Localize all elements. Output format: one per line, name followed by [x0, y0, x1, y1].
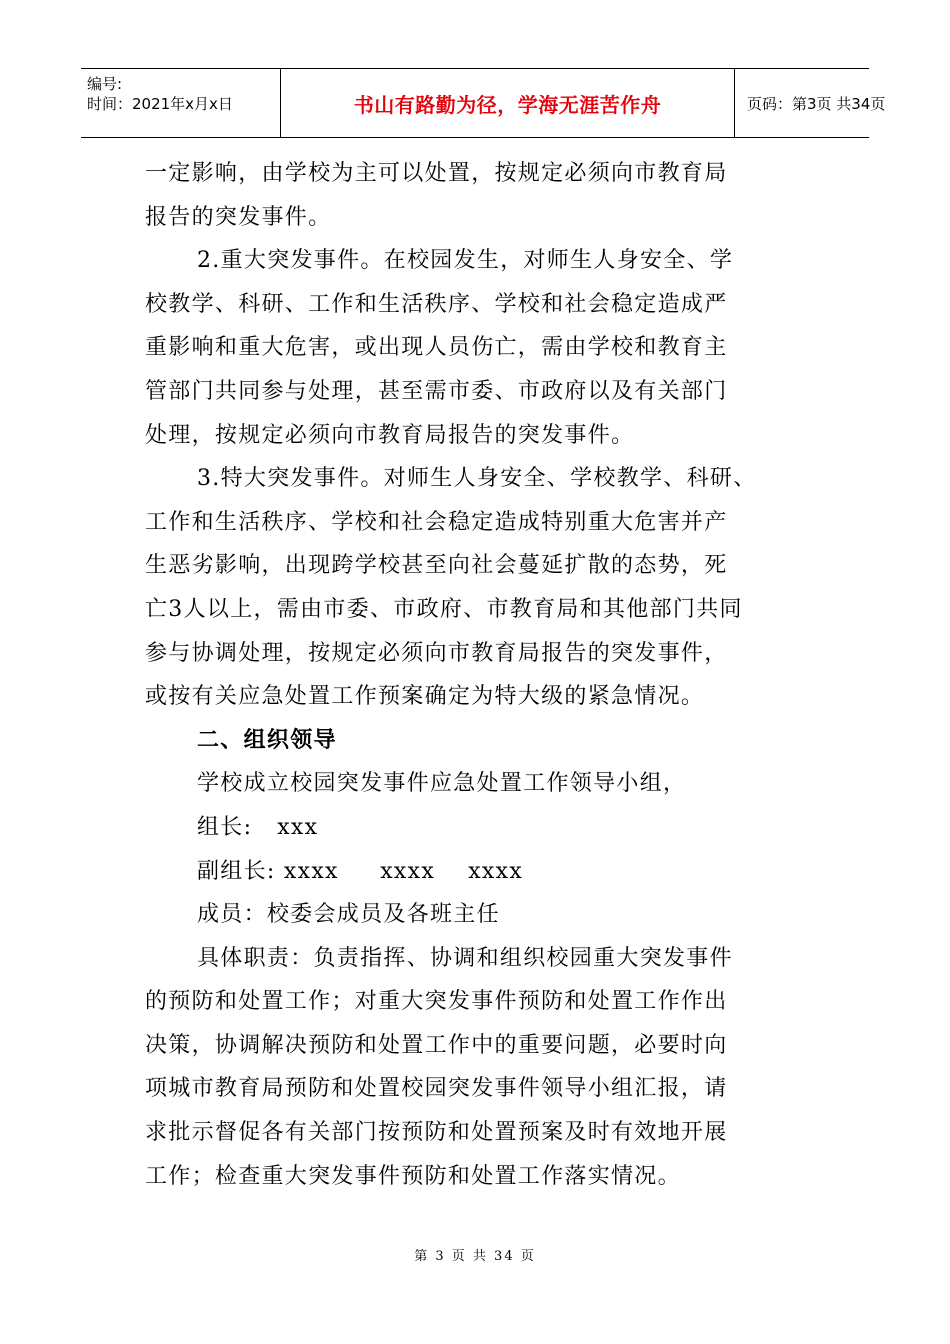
text-line: 学校成立校园突发事件应急处置工作领导小组， [197, 771, 687, 797]
text-line: 的预防和处置工作；对重大突发事件预防和处置工作作出 [145, 989, 728, 1015]
text-line: 具体职责：负责指挥、协调和组织校园重大突发事件 [197, 945, 733, 971]
document-number-label: 编号: [87, 75, 123, 93]
text-line: 求批示督促各有关部门按预防和处置预案及时有效地开展 [145, 1120, 728, 1146]
text-line: 工作和生活秩序、学校和社会稳定造成特别重大危害并产 [145, 509, 728, 535]
text-line: 生恶劣影响，出现跨学校甚至向社会蔓延扩散的态势，死 [145, 553, 728, 579]
text-line: 一定影响，由学校为主可以处置，按规定必须向市教育局 [145, 161, 728, 186]
text-line: 2.重大突发事件。在校园发生，对师生人身安全、学 [197, 248, 734, 274]
text-line: 重影响和重大危害，或出现人员伤亡，需由学校和教育主 [145, 335, 728, 361]
page-footer: 第 3 页 共 34 页 [414, 1249, 536, 1264]
text-line: 副组长: xxxx xxxx xxxx [197, 858, 524, 884]
header-meta [81, 69, 281, 137]
text-line: 参与协调处理，按规定必须向市教育局报告的突发事件， [145, 640, 728, 666]
header-page-info: 页码：第3页 共34页 [747, 94, 886, 113]
header-motto: 书山有路勤为径，学海无涯苦作舟 [281, 69, 735, 137]
text-line: 亡3人以上，需由市委、市政府、市教育局和其他部门共同 [145, 596, 743, 622]
text-line: 报告的突发事件。 [145, 204, 332, 230]
text-line: 成员：校委会成员及各班主任 [197, 902, 500, 928]
text-line: 管部门共同参与处理，甚至需市委、市政府以及有关部门 [145, 378, 728, 404]
text-line: 项城市教育局预防和处置校园突发事件领导小组汇报，请 [145, 1076, 728, 1102]
text-line: 组长: xxx [197, 814, 319, 840]
text-line: 工作；检查重大突发事件预防和处置工作落实情况。 [145, 1163, 681, 1189]
text-line: 3.特大突发事件。对师生人身安全、学校教学、科研、 [197, 466, 757, 492]
document-body [145, 152, 815, 1198]
section-heading: 二、组织领导 [197, 727, 337, 753]
document-time: 时间：2021年x月x日 [87, 95, 233, 113]
text-line: 校教学、科研、工作和生活秩序、学校和社会稳定造成严 [145, 291, 728, 317]
page-header [81, 68, 886, 138]
text-line: 或按有关应急处置工作预案确定为特大级的紧急情况。 [145, 684, 705, 710]
text-line: 决策，协调解决预防和处置工作中的重要问题，必要时向 [145, 1032, 728, 1058]
text-line: 处理，按规定必须向市教育局报告的突发事件。 [145, 422, 635, 448]
